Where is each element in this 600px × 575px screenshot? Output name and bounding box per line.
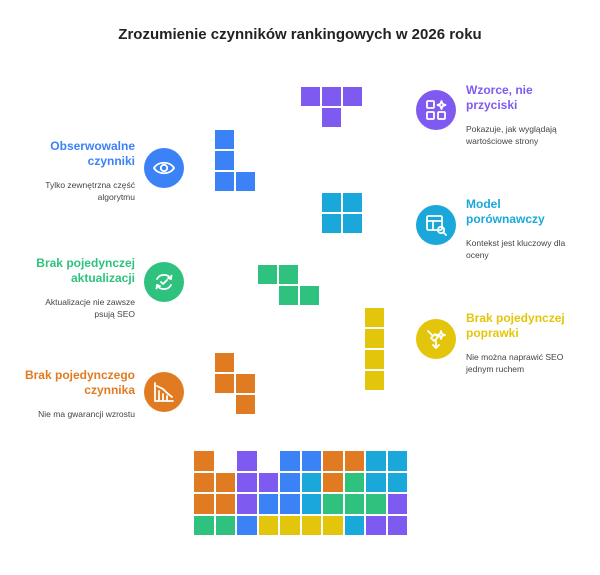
stack-block	[258, 493, 280, 515]
broken-wand-icon	[416, 319, 456, 359]
tetromino-block	[235, 171, 256, 192]
tetromino-block	[214, 129, 235, 150]
stack-block	[279, 472, 301, 494]
factor-comparative-model	[466, 197, 571, 261]
stack-block	[279, 450, 301, 472]
stack-block	[387, 515, 409, 537]
tetromino-block	[321, 192, 342, 213]
stack-block	[365, 515, 387, 537]
tetromino-block	[364, 328, 385, 349]
stack-block	[322, 472, 344, 494]
grid-sparkle-icon	[416, 90, 456, 130]
factor-no-single-fix-title: Brak pojedynczej poprawki	[466, 311, 565, 340]
stack-block	[258, 472, 280, 494]
refresh-icon	[144, 262, 184, 302]
tetromino-block	[321, 86, 342, 107]
tetromino-block	[257, 264, 278, 285]
stack-block	[301, 515, 323, 537]
eye-icon	[144, 148, 184, 188]
stack-block	[387, 493, 409, 515]
factor-observable	[40, 139, 135, 203]
stack-block	[387, 472, 409, 494]
stack-block	[322, 515, 344, 537]
stack-block	[279, 493, 301, 515]
stack-block	[301, 493, 323, 515]
page-title: Zrozumienie czynników rankingowych w 2026 roku	[118, 26, 482, 43]
stack-block	[215, 472, 237, 494]
stack-block	[301, 472, 323, 494]
stack-block	[344, 493, 366, 515]
stack-block	[193, 515, 215, 537]
stack-block	[365, 450, 387, 472]
factor-no-single-update-title: Brak pojedynczej aktualizacji	[36, 256, 135, 285]
factor-observable-title: Obserwowalne czynniki	[50, 139, 135, 168]
factor-no-single-update	[28, 256, 135, 320]
tetromino-block	[214, 171, 235, 192]
stack-block	[279, 515, 301, 537]
stack-block	[387, 450, 409, 472]
tetromino-block	[278, 264, 299, 285]
stack-block	[344, 450, 366, 472]
stack-block	[365, 472, 387, 494]
tetromino-block	[235, 373, 256, 394]
tetromino-block	[364, 370, 385, 391]
stack-block	[344, 472, 366, 494]
factor-no-single-factor-description: Nie ma gwarancji wzrostu	[38, 409, 135, 419]
stack-block	[236, 450, 258, 472]
stack-block	[215, 515, 237, 537]
stack-block	[344, 515, 366, 537]
tetromino-block	[235, 394, 256, 415]
tetromino-block	[364, 307, 385, 328]
tetromino-block	[342, 86, 363, 107]
stack-block	[236, 472, 258, 494]
stack-block	[236, 493, 258, 515]
table-search-icon	[416, 205, 456, 245]
factor-observable-description: Tylko zewnętrzna część algorytmu	[45, 180, 135, 202]
tetromino-block	[364, 349, 385, 370]
stack-block	[193, 450, 215, 472]
tetris-stack	[193, 450, 408, 536]
declining-chart-icon	[144, 372, 184, 412]
factor-comparative-model-description: Kontekst jest kluczowy dla oceny	[466, 238, 566, 260]
factor-no-single-fix	[466, 311, 581, 375]
factor-no-single-fix-description: Nie można naprawić SEO jednym ruchem	[466, 352, 564, 374]
factor-comparative-model-title: Model porównawczy	[466, 197, 545, 226]
factor-no-single-factor-title: Brak pojedynczego czynnika	[24, 368, 135, 397]
stack-block	[193, 472, 215, 494]
tetromino-block	[214, 352, 235, 373]
factor-no-single-factor	[20, 368, 135, 420]
tetromino-block	[342, 192, 363, 213]
tetromino-block	[278, 285, 299, 306]
stack-block	[322, 450, 344, 472]
tetromino-block	[300, 86, 321, 107]
stack-block	[322, 493, 344, 515]
tetromino-block	[214, 373, 235, 394]
tetromino-block	[214, 150, 235, 171]
stack-block	[365, 493, 387, 515]
stack-block	[258, 515, 280, 537]
factor-no-single-update-description: Aktualizacje nie zawsze psują SEO	[45, 297, 135, 319]
stack-block	[236, 515, 258, 537]
factor-patterns	[466, 83, 576, 147]
tetromino-block	[299, 285, 320, 306]
stack-block	[215, 493, 237, 515]
factor-patterns-title: Wzorce, nie przyciski	[466, 83, 533, 112]
tetromino-block	[321, 107, 342, 128]
stack-block	[193, 493, 215, 515]
tetromino-block	[321, 213, 342, 234]
stack-block	[301, 450, 323, 472]
factor-patterns-description: Pokazuje, jak wyglądają wartościowe strony	[466, 124, 557, 146]
tetromino-block	[342, 213, 363, 234]
